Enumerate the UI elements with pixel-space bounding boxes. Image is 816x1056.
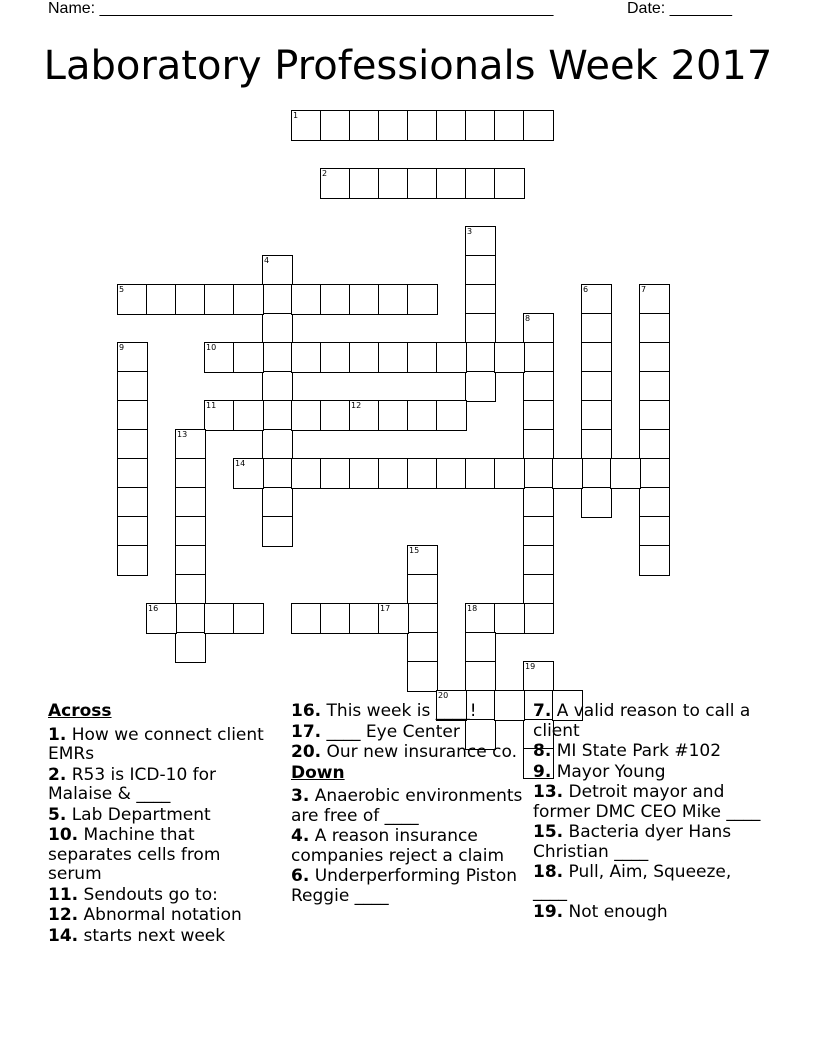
clues-column-1 xyxy=(48,702,278,947)
clue-number: 18 xyxy=(467,604,478,613)
clue-number-label: 1. xyxy=(48,724,67,745)
clue-item xyxy=(533,783,763,822)
grid-cell[interactable] xyxy=(291,284,322,315)
grid-cell[interactable] xyxy=(146,284,177,315)
grid-cell[interactable] xyxy=(436,400,467,431)
grid-cell[interactable] xyxy=(581,400,612,431)
clue-number-label: 14. xyxy=(48,925,79,946)
clue-number-label: 12. xyxy=(48,905,79,925)
clue-item xyxy=(533,863,763,902)
clue-item xyxy=(533,763,763,783)
clue-number: 4 xyxy=(264,256,270,265)
grid-cell[interactable] xyxy=(349,342,380,373)
grid-cell[interactable] xyxy=(436,458,467,489)
clue-number: 19 xyxy=(525,662,536,671)
grid-cell[interactable] xyxy=(494,168,525,199)
grid-cell[interactable] xyxy=(320,110,351,141)
grid-cell[interactable] xyxy=(291,110,322,141)
grid-cell[interactable] xyxy=(262,313,293,344)
grid-cell[interactable] xyxy=(465,226,496,257)
grid-cell[interactable] xyxy=(639,313,670,344)
grid-cell[interactable] xyxy=(581,284,612,315)
clue-number: 20 xyxy=(438,691,449,700)
clue-text: Underperforming Piston Reggie ____ xyxy=(291,866,518,906)
grid-cell[interactable] xyxy=(233,342,264,373)
clue-number: 9 xyxy=(119,343,125,352)
clue-item xyxy=(291,723,526,743)
clue-number-label: 16. xyxy=(291,701,322,721)
grid-cell[interactable] xyxy=(117,516,148,547)
grid-cell[interactable] xyxy=(581,458,612,489)
grid-cell[interactable] xyxy=(378,284,409,315)
clue-number: 11 xyxy=(206,401,217,410)
grid-cell[interactable] xyxy=(233,603,264,634)
clue-text: ____ Eye Center xyxy=(321,721,460,742)
grid-cell[interactable] xyxy=(117,400,148,431)
clue-number: 13 xyxy=(177,430,188,439)
grid-cell[interactable] xyxy=(465,284,496,315)
clue-text: Mayor Young xyxy=(551,761,666,782)
grid-cell[interactable] xyxy=(262,371,293,402)
clue-item xyxy=(48,886,278,906)
grid-cell[interactable] xyxy=(262,487,293,518)
clue-item xyxy=(533,742,763,762)
clue-item xyxy=(291,787,526,826)
clues-column-3 xyxy=(533,702,763,924)
grid-cell[interactable] xyxy=(639,487,670,518)
clue-text: Abnormal notation xyxy=(78,905,242,925)
grid-cell[interactable] xyxy=(407,661,438,692)
grid-cell[interactable] xyxy=(204,400,235,431)
clue-number-label: 19. xyxy=(533,902,564,922)
clue-number: 12 xyxy=(351,401,362,410)
grid-cell[interactable] xyxy=(378,342,409,373)
grid-cell[interactable] xyxy=(175,516,206,547)
clue-number: 3 xyxy=(467,227,473,236)
page-title: Laboratory Professionals Week 2017 xyxy=(43,43,773,89)
grid-cell[interactable] xyxy=(204,284,235,315)
grid-cell[interactable] xyxy=(378,603,409,634)
grid-cell[interactable] xyxy=(494,110,525,141)
clue-text: A reason insurance companies reject a claim xyxy=(291,826,504,866)
grid-cell[interactable] xyxy=(523,342,554,373)
grid-cell[interactable] xyxy=(146,603,177,634)
clue-text: Pull, Aim, Squeeze, ____ xyxy=(533,862,732,902)
clue-item xyxy=(291,743,526,763)
clue-number: 8 xyxy=(525,314,531,323)
grid-cell[interactable] xyxy=(407,284,438,315)
clue-number-label: 8. xyxy=(533,741,552,761)
grid-cell[interactable] xyxy=(494,603,525,634)
grid-cell[interactable] xyxy=(233,400,264,431)
clue-item xyxy=(291,702,526,722)
grid-cell[interactable] xyxy=(175,545,206,576)
grid-cell[interactable] xyxy=(262,458,293,489)
clue-text: Bacteria dyer Hans Christian ____ xyxy=(533,822,732,862)
grid-cell[interactable] xyxy=(581,342,612,373)
clue-item xyxy=(48,806,278,826)
grid-cell[interactable] xyxy=(291,603,322,634)
grid-cell[interactable] xyxy=(204,603,235,634)
grid-cell[interactable] xyxy=(378,400,409,431)
grid-cell[interactable] xyxy=(523,458,554,489)
grid-cell[interactable] xyxy=(117,545,148,576)
clue-number-label: 6. xyxy=(291,866,310,886)
grid-cell[interactable] xyxy=(436,342,467,373)
grid-cell[interactable] xyxy=(378,168,409,199)
clue-item xyxy=(291,867,526,906)
grid-cell[interactable] xyxy=(117,284,148,315)
clue-text: A valid reason to call a client xyxy=(533,701,751,741)
clue-item xyxy=(48,906,278,926)
grid-cell[interactable] xyxy=(320,603,351,634)
grid-cell[interactable] xyxy=(581,371,612,402)
grid-cell[interactable] xyxy=(262,284,293,315)
clue-text: Detroit mayor and former DMC CEO Mike ____ xyxy=(533,782,761,822)
grid-cell[interactable] xyxy=(639,284,670,315)
section-heading-down: Down xyxy=(291,762,345,783)
grid-cell[interactable] xyxy=(610,458,641,489)
grid-cell[interactable] xyxy=(175,458,206,489)
grid-cell[interactable] xyxy=(204,342,235,373)
grid-cell[interactable] xyxy=(320,400,351,431)
grid-cell[interactable] xyxy=(349,110,380,141)
grid-cell[interactable] xyxy=(349,284,380,315)
clue-text: Not enough xyxy=(563,902,668,922)
clue-number-label: 10. xyxy=(48,825,79,845)
grid-cell[interactable] xyxy=(436,168,467,199)
grid-cell[interactable] xyxy=(639,516,670,547)
clue-text: Machine that separates cells from serum xyxy=(48,825,221,884)
grid-cell[interactable] xyxy=(639,545,670,576)
grid-cell[interactable] xyxy=(465,603,496,634)
grid-cell[interactable] xyxy=(175,632,206,663)
grid-cell[interactable] xyxy=(320,342,351,373)
clue-number-label: 17. xyxy=(291,721,322,742)
grid-cell[interactable] xyxy=(117,487,148,518)
grid-cell[interactable] xyxy=(639,429,670,460)
grid-cell[interactable] xyxy=(639,400,670,431)
clue-number: 6 xyxy=(583,285,589,294)
grid-cell[interactable] xyxy=(407,574,438,605)
grid-cell[interactable] xyxy=(407,342,438,373)
grid-cell[interactable] xyxy=(465,110,496,141)
clue-text: starts next week xyxy=(78,925,226,946)
clues-column-2 xyxy=(291,702,526,907)
grid-cell[interactable] xyxy=(291,458,322,489)
clue-text: This week is ____! xyxy=(321,701,477,721)
grid-cell[interactable] xyxy=(465,632,496,663)
grid-cell[interactable] xyxy=(262,342,293,373)
grid-cell[interactable] xyxy=(407,400,438,431)
clue-item xyxy=(48,927,278,947)
clue-item xyxy=(291,827,526,866)
clue-number-label: 11. xyxy=(48,884,79,905)
clue-number: 15 xyxy=(409,546,420,555)
clue-number: 2 xyxy=(322,169,328,178)
grid-cell[interactable] xyxy=(262,516,293,547)
clue-number: 14 xyxy=(235,459,246,468)
grid-cell[interactable] xyxy=(320,168,351,199)
grid-cell[interactable] xyxy=(378,458,409,489)
clue-number-label: 9. xyxy=(533,761,552,782)
grid-cell[interactable] xyxy=(175,429,206,460)
clue-text: MI State Park #102 xyxy=(551,741,722,761)
grid-cell[interactable] xyxy=(175,603,206,634)
clue-number: 10 xyxy=(206,343,217,352)
grid-cell[interactable] xyxy=(523,603,554,634)
grid-cell[interactable] xyxy=(349,603,380,634)
grid-cell[interactable] xyxy=(465,313,496,344)
grid-cell[interactable] xyxy=(117,342,148,373)
grid-cell[interactable] xyxy=(523,661,554,692)
grid-cell[interactable] xyxy=(349,458,380,489)
grid-cell[interactable] xyxy=(523,545,554,576)
grid-cell[interactable] xyxy=(494,458,525,489)
grid-cell[interactable] xyxy=(552,458,583,489)
grid-cell[interactable] xyxy=(349,400,380,431)
name-field-label: Name: ___________________________________________________ xyxy=(48,0,554,17)
grid-cell[interactable] xyxy=(639,371,670,402)
grid-cell[interactable] xyxy=(523,400,554,431)
grid-cell[interactable] xyxy=(175,284,206,315)
grid-cell[interactable] xyxy=(407,632,438,663)
grid-cell[interactable] xyxy=(378,110,409,141)
grid-cell[interactable] xyxy=(349,168,380,199)
grid-cell[interactable] xyxy=(494,342,525,373)
grid-cell[interactable] xyxy=(117,371,148,402)
grid-cell[interactable] xyxy=(262,429,293,460)
clue-number-label: 15. xyxy=(533,822,564,842)
grid-cell[interactable] xyxy=(523,574,554,605)
grid-cell[interactable] xyxy=(523,516,554,547)
grid-cell[interactable] xyxy=(262,255,293,286)
grid-cell[interactable] xyxy=(465,168,496,199)
grid-cell[interactable] xyxy=(291,342,322,373)
clue-item xyxy=(533,823,763,862)
grid-cell[interactable] xyxy=(465,661,496,692)
grid-cell[interactable] xyxy=(175,574,206,605)
clue-number-label: 4. xyxy=(291,826,310,846)
clue-number: 1 xyxy=(293,111,299,120)
clue-text: Lab Department xyxy=(66,804,211,825)
clue-item xyxy=(533,702,763,741)
grid-cell[interactable] xyxy=(233,284,264,315)
section-heading-across: Across xyxy=(48,701,112,721)
grid-cell[interactable] xyxy=(320,458,351,489)
clue-number: 17 xyxy=(380,604,391,613)
grid-cell[interactable] xyxy=(523,487,554,518)
clue-number-label: 20. xyxy=(291,742,322,762)
clue-number: 7 xyxy=(641,285,647,294)
grid-cell[interactable] xyxy=(407,603,438,634)
grid-cell[interactable] xyxy=(175,487,206,518)
grid-cell[interactable] xyxy=(639,342,670,373)
clue-item xyxy=(48,766,278,805)
grid-cell[interactable] xyxy=(523,371,554,402)
grid-cell[interactable] xyxy=(233,458,264,489)
grid-cell[interactable] xyxy=(465,371,496,402)
grid-cell[interactable] xyxy=(465,255,496,286)
clue-number: 16 xyxy=(148,604,159,613)
clue-item xyxy=(533,903,763,923)
grid-cell[interactable] xyxy=(117,458,148,489)
clue-number: 5 xyxy=(119,285,125,294)
clue-item xyxy=(48,826,278,885)
grid-cell[interactable] xyxy=(639,458,670,489)
grid-cell[interactable] xyxy=(262,400,293,431)
grid-cell[interactable] xyxy=(117,429,148,460)
clue-text: How we connect client EMRs xyxy=(48,724,264,764)
grid-cell[interactable] xyxy=(523,429,554,460)
grid-cell[interactable] xyxy=(320,284,351,315)
grid-cell[interactable] xyxy=(436,110,467,141)
grid-cell[interactable] xyxy=(523,110,554,141)
grid-cell[interactable] xyxy=(291,400,322,431)
grid-cell[interactable] xyxy=(407,458,438,489)
grid-cell[interactable] xyxy=(581,313,612,344)
clue-number-label: 7. xyxy=(533,701,552,721)
clue-number-label: 13. xyxy=(533,782,564,802)
grid-cell[interactable] xyxy=(465,342,496,373)
grid-cell[interactable] xyxy=(465,458,496,489)
clue-text: R53 is ICD-10 for Malaise & ____ xyxy=(48,764,217,804)
grid-cell[interactable] xyxy=(407,168,438,199)
clue-number-label: 5. xyxy=(48,804,67,825)
clue-item xyxy=(48,726,278,765)
grid-cell[interactable] xyxy=(523,313,554,344)
grid-cell[interactable] xyxy=(407,110,438,141)
clue-number-label: 18. xyxy=(533,862,564,882)
grid-cell[interactable] xyxy=(581,487,612,518)
grid-cell[interactable] xyxy=(581,429,612,460)
clue-text: Anaerobic environments are free of ____ xyxy=(291,786,523,826)
date-field-label: Date: _______ xyxy=(627,0,732,17)
clue-number-label: 3. xyxy=(291,786,310,806)
clue-text: Sendouts go to: xyxy=(78,884,218,905)
clue-text: Our new insurance co. xyxy=(321,742,517,762)
clue-number-label: 2. xyxy=(48,764,67,785)
grid-cell[interactable] xyxy=(407,545,438,576)
